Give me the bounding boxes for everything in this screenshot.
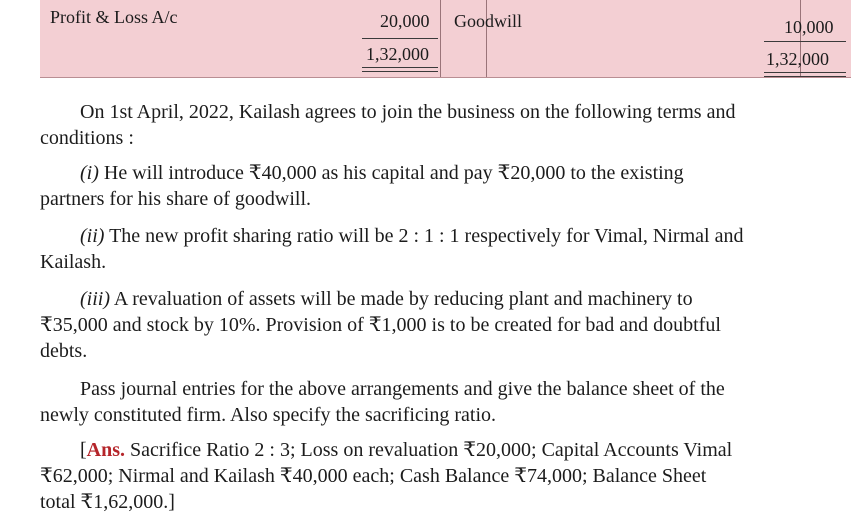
left-subtotal-rule xyxy=(362,38,438,39)
ledger-table xyxy=(40,0,851,78)
answer-line-1 xyxy=(40,437,844,463)
term-2-text-1: The new profit sharing ratio will be 2 : 1 : 1 respectively for Vimal, Nirmal and xyxy=(104,225,744,247)
term-1 xyxy=(40,160,844,212)
intro-line-1: On 1st April, 2022, Kailash agrees to join the business on the following terms and xyxy=(80,101,736,123)
answer-line-3: total ₹1,62,000.] xyxy=(40,491,175,513)
right-total-double-rule xyxy=(764,72,846,77)
instruction-line-1: Pass journal entries for the above arrangements and give the balance sheet of the xyxy=(80,378,725,400)
instruction-line-2: newly constituted firm. Also specify the sacrificing ratio. xyxy=(40,404,496,426)
term-1-number: (i) xyxy=(80,162,99,184)
left-total-double-rule xyxy=(362,67,438,72)
right-amount: 10,000 xyxy=(784,17,834,37)
term-3-line-3: debts. xyxy=(40,340,88,362)
right-total: 1,32,000 xyxy=(766,49,829,69)
term-3 xyxy=(40,286,844,364)
term-3-line-1 xyxy=(40,286,844,312)
intro-paragraph xyxy=(40,99,844,151)
instruction-paragraph xyxy=(40,376,844,428)
term-2 xyxy=(40,223,844,275)
right-particular: Goodwill xyxy=(454,11,523,31)
term-2-number: (ii) xyxy=(80,225,105,247)
answer-open-bracket: [ xyxy=(80,439,87,461)
term-1-line-1 xyxy=(40,160,844,186)
left-amount: 20,000 xyxy=(380,11,430,31)
answer-text-1: Sacrifice Ratio 2 : 3; Loss on revaluation ₹20,000; Capital Accounts Vimal xyxy=(125,439,733,461)
right-particulars-column xyxy=(486,0,801,77)
term-1-text-1: He will introduce ₹40,000 as his capital and pay ₹20,000 to the existing xyxy=(98,162,684,184)
left-total: 1,32,000 xyxy=(366,44,429,64)
term-2-line-2: Kailash. xyxy=(40,251,107,273)
answer-paragraph xyxy=(40,437,844,515)
term-3-line-2: ₹35,000 and stock by 10%. Provision of ₹1,000 is to be created for bad and doubtful xyxy=(40,314,721,336)
term-3-number: (iii) xyxy=(80,288,110,310)
term-3-text-1: A revaluation of assets will be made by reducing plant and machinery to xyxy=(110,288,693,310)
intro-line-2: conditions : xyxy=(40,127,134,149)
left-particular: Profit & Loss A/c xyxy=(50,7,178,27)
right-subtotal-rule xyxy=(764,41,846,42)
term-2-line-1 xyxy=(40,223,844,249)
answer-label: Ans. xyxy=(86,439,126,461)
term-1-line-2: partners for his share of goodwill. xyxy=(40,188,312,210)
answer-line-2: ₹62,000; Nirmal and Kailash ₹40,000 each; Cash Balance ₹74,000; Balance Sheet xyxy=(40,465,707,487)
